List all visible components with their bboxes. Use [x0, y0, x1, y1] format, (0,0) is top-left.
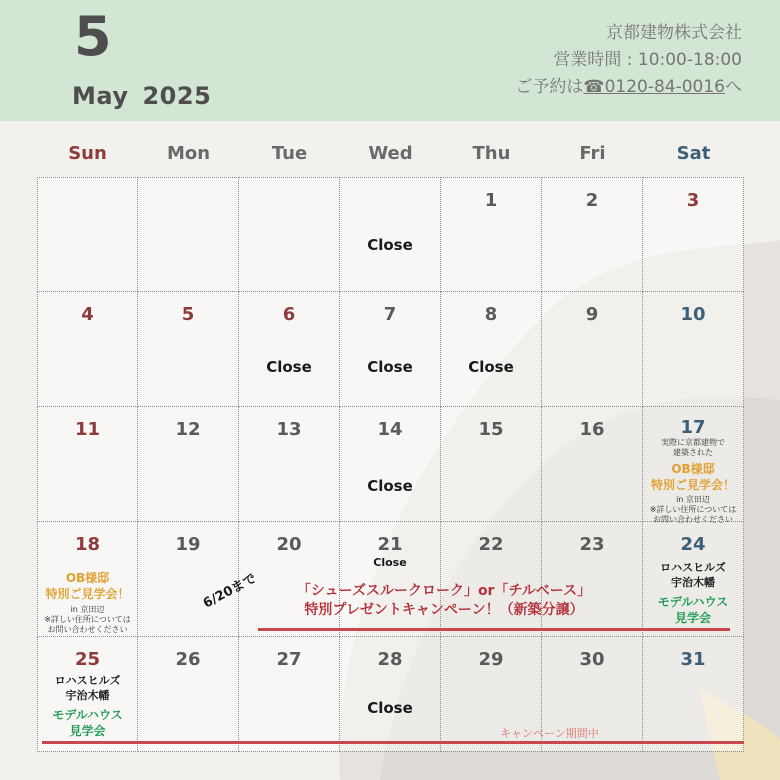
- day-number: 13: [276, 419, 302, 440]
- day-cell[interactable]: [643, 177, 744, 292]
- day-cell[interactable]: [37, 522, 138, 637]
- day-cell[interactable]: [239, 637, 340, 752]
- day-number: 14: [377, 419, 403, 440]
- day-number: 9: [585, 304, 599, 325]
- day-cell[interactable]: [643, 407, 744, 522]
- day-number: 4: [81, 304, 94, 325]
- day-number: 16: [579, 419, 605, 440]
- day-number: 8: [484, 304, 498, 325]
- day-number: 5: [181, 304, 195, 325]
- weekday-thu: Thu: [472, 143, 511, 164]
- day-number: 28: [377, 649, 403, 670]
- day-number: 12: [175, 419, 201, 440]
- campaign-underline-row5: [42, 741, 744, 744]
- ob-title-line1: OB様邸: [671, 462, 715, 476]
- day-number: 30: [579, 649, 605, 670]
- day-cell[interactable]: [37, 292, 138, 407]
- weekday-mon: Mon: [166, 143, 211, 164]
- ob-note-line2: お問い合わせください: [47, 625, 128, 634]
- day-number: 24: [680, 534, 706, 555]
- day-number: 27: [276, 649, 302, 670]
- day-number: 25: [74, 649, 101, 670]
- weekday-sat: Sat: [676, 143, 711, 164]
- ob-event-info: [38, 570, 137, 635]
- day-number: 15: [478, 419, 504, 440]
- day-number: 6: [282, 304, 296, 325]
- day-cell-empty: [138, 177, 239, 292]
- weekday-wed: Wed: [368, 143, 413, 164]
- day-cell[interactable]: [138, 292, 239, 407]
- ob-location: in 京田辺: [70, 605, 105, 614]
- ob-intro-line1: 実際に京都建物で: [661, 438, 725, 447]
- day-number: 17: [680, 417, 706, 438]
- day-cell[interactable]: [441, 292, 542, 407]
- model-house-name-line1: ロハスヒルズ: [54, 674, 121, 687]
- day-cell-empty: [239, 177, 340, 292]
- weekday-header: [37, 143, 744, 171]
- day-number: 29: [478, 649, 504, 670]
- day-number: 19: [175, 534, 201, 555]
- reserve-suffix: へ: [725, 77, 742, 97]
- day-cell[interactable]: [542, 177, 643, 292]
- day-number: 23: [579, 534, 605, 555]
- day-number: 31: [680, 649, 706, 670]
- day-number: 22: [478, 534, 504, 555]
- day-number: 11: [74, 419, 101, 440]
- ob-note-line1: ※詳しい住所については: [44, 615, 131, 624]
- day-cell[interactable]: [340, 637, 441, 752]
- model-house-info: [38, 673, 137, 739]
- model-house-name-line1: ロハスヒルズ: [660, 561, 726, 574]
- closed-label: Close: [367, 236, 413, 254]
- campaign-line2: 特別プレゼントキャンペーン！（新築分譲）: [304, 602, 584, 618]
- model-house-tour-line1: モデルハウス: [657, 595, 729, 609]
- ob-title-line2: 特別ご見学会！: [650, 478, 735, 492]
- day-number: 26: [175, 649, 201, 670]
- day-number: 20: [276, 534, 302, 555]
- month-name: May: [72, 82, 129, 110]
- ob-location: in 京田辺: [676, 495, 710, 504]
- day-cell[interactable]: [441, 407, 542, 522]
- campaign-line1: 「シューズスルークローク」or「チルベース」: [296, 583, 592, 599]
- closed-label: Close: [468, 358, 514, 376]
- ob-note-line2: お問い合わせください: [653, 515, 733, 524]
- model-house-tour-line2: 見学会: [69, 724, 106, 738]
- day-number: 18: [74, 534, 101, 555]
- model-house-tour-line1: モデルハウス: [52, 708, 123, 722]
- day-cell[interactable]: [37, 407, 138, 522]
- closed-label: Close: [266, 358, 312, 376]
- year: 2025: [142, 82, 212, 110]
- day-cell[interactable]: [239, 292, 340, 407]
- ob-title-line2: 特別ご見学会！: [45, 587, 130, 601]
- ob-intro-line2: 建築された: [673, 448, 713, 457]
- reserve-prefix: ご予約は: [515, 77, 584, 97]
- day-cell[interactable]: [37, 637, 138, 752]
- day-cell[interactable]: [542, 407, 643, 522]
- closed-label: Close: [367, 699, 413, 717]
- month-year: [72, 82, 211, 110]
- day-cell[interactable]: [643, 637, 744, 752]
- business-hours: 営業時間 : 10:00-18:00: [553, 50, 742, 70]
- campaign-underline-row4: [258, 628, 730, 631]
- closed-label: Close: [367, 358, 413, 376]
- closed-label: Close: [373, 556, 407, 569]
- day-cell[interactable]: [138, 637, 239, 752]
- company-info: [515, 20, 742, 101]
- closed-label: Close: [367, 477, 413, 495]
- model-house-info: [643, 560, 743, 626]
- day-cell-empty: [340, 177, 441, 292]
- day-cell[interactable]: [643, 522, 744, 637]
- month-number: 5: [74, 5, 112, 68]
- day-number: 21: [377, 534, 403, 555]
- campaign-banner: [254, 582, 634, 620]
- day-number: 10: [680, 304, 706, 325]
- model-house-tour-line2: 見学会: [674, 611, 711, 625]
- day-number: 1: [484, 190, 498, 211]
- day-cell[interactable]: [138, 407, 239, 522]
- day-cell[interactable]: [441, 177, 542, 292]
- model-house-name-line2: 宇治木幡: [65, 689, 110, 702]
- day-number: 3: [686, 190, 700, 211]
- day-cell[interactable]: [138, 522, 239, 637]
- day-cell-empty: [37, 177, 138, 292]
- weekday-sun: Sun: [68, 143, 107, 164]
- day-cell[interactable]: [340, 407, 441, 522]
- model-house-name-line2: 宇治木幡: [671, 576, 715, 589]
- weekday-fri: Fri: [579, 143, 606, 164]
- day-cell[interactable]: [542, 292, 643, 407]
- day-number: 7: [383, 304, 397, 325]
- company-name: 京都建物株式会社: [606, 23, 742, 43]
- day-cell[interactable]: [239, 407, 340, 522]
- campaign-deadline: 6/20まで: [200, 571, 259, 612]
- reservation-line: [515, 74, 742, 101]
- day-cell[interactable]: [643, 292, 744, 407]
- weekday-tue: Tue: [271, 143, 308, 164]
- day-cell[interactable]: [340, 292, 441, 407]
- calendar-header: [0, 0, 780, 121]
- ob-note-line1: ※詳しい住所については: [649, 505, 737, 514]
- ob-event-info: [643, 438, 743, 525]
- phone-link[interactable]: ☎0120-84-0016: [583, 77, 725, 97]
- campaign-period-label: キャンペーン期間中: [500, 727, 599, 740]
- ob-title-line1: OB様邸: [65, 571, 110, 585]
- calendar-grid: [37, 177, 744, 751]
- day-number: 2: [585, 190, 599, 211]
